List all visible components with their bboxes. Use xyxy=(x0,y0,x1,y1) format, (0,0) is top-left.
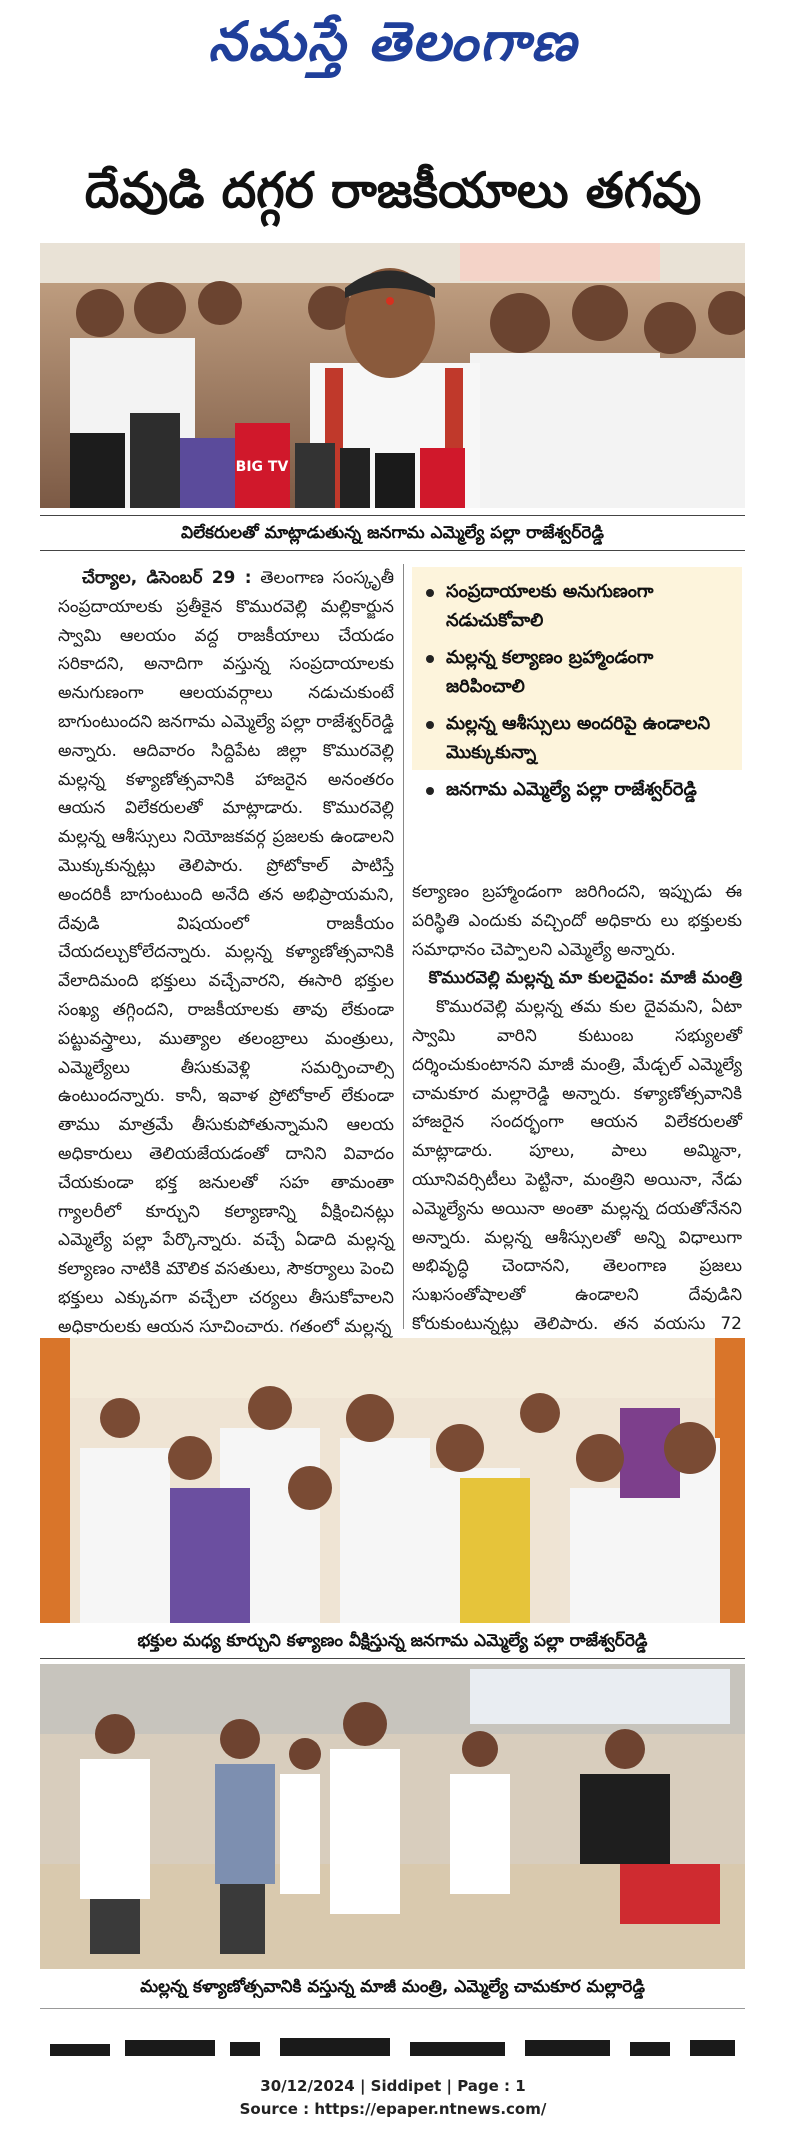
highlights-box xyxy=(412,567,742,800)
article-left-column xyxy=(58,564,394,1342)
bullet-icon xyxy=(426,655,434,663)
bullet-icon xyxy=(426,787,434,795)
footer-date-edition: 30/12/2024 | Siddipet | Page : 1 xyxy=(260,2077,526,2095)
highlight-item xyxy=(426,643,732,701)
footer-source-link[interactable]: Source : https://epaper.ntnews.com/ xyxy=(239,2100,547,2118)
highlight-item xyxy=(426,709,732,767)
highlights-list xyxy=(412,567,742,804)
highlight-text: మల్లన్న ఆశీస్సులు అందరిపై ఉండాలని మొక్కుకున్నా xyxy=(446,713,711,763)
highlight-text: సంప్రదాయాలకు అనుగుణంగా నడుచుకోవాలి xyxy=(446,581,654,631)
caption-rule xyxy=(40,2008,745,2009)
middle-photo-caption: భక్తుల మధ్య కూర్చుని కళ్యాణం వీక్షిస్తున్న జనగామ ఎమ్మెల్యే పల్లా రాజేశ్వర్‌రెడ్డి xyxy=(137,1631,648,1651)
article-left-text: తెలంగాణ సంస్కృతీ సంప్రదాయాలకు ప్రతీకైన కొమురవెల్లి మల్లికార్జున స్వామి ఆలయం వద్ద రాజకీయాలు చేయడం సరికాదని, అనాదిగా వస్తున్న సంప్రదాయాలకు అనుగుణంగా ఆలయవర్గాలు నడుచుకుంటే బాగుంటుందని జనగామ ఎమ్మెల్యే పల్లా రాజేశ్వర్‌రెడ్డి అన్నారు. ఆదివారం సిద్దిపేట జిల్లా కొమురవెల్లి మల్లన్న కళ్యాణోత్సవానికి హాజరైన అనంతరం ఆయన విలేకరులతో మాట్లాడారు. కొమురవెల్లి మల్లన్న ఆశీస్సులు నియోజకవర్గ ప్రజలకు ఉండాలని మొక్కుకున్నట్లు తెలిపారు. ప్రోటోకాల్ పాటిస్తే అందరికీ బాగుంటుంది అనేది తన అభిప్రాయమని, దేవుడి విషయంలో రాజకీయం చేయదల్చుకోలేదన్నారు. మల్లన్న కళ్యాణోత్సవానికి వేలాదిమంది భక్తులు వచ్చేవారని, ఈసారి భక్తుల సంఖ్య తగ్గిందని, రాజకీయాలకు తావు లేకుండా పట్టువస్త్రాలు, ముత్యాల తలంబ్రాలు మంత్రులు, ఎమ్మెల్యేలు తీసుకువెళ్లి సమర్పించాల్సి ఉంటుందన్నారు. కానీ, ఇవాళ ప్రోటోకాల్ లేకుండా తాము మాత్రమే తీసుకుపోతున్నామని ఆలయ అధికారులు తెలియజేయడంతో దానిని వివాదం చేయకుండా భక్త జనులతో సహ తామంతా గ్యాలరీలో కూర్చుని కల్యాణాన్ని వీక్షించినట్లు ఎమ్మెల్యే పల్లా పేర్కొన్నారు. వచ్చే ఏడాది మల్లన్న కల్యాణం నాటికి మౌలిక వసతులు, సౌకర్యాలు పెంచి భక్తులు ఎక్కువగా వచ్చేలా చర్యలు తీసుకోవాలని అధికారులకు ఆయన సూచించారు. గతంలో మల్లన్న xyxy=(58,568,394,1337)
bullet-icon xyxy=(426,589,434,597)
article-headline: దేవుడి దగ్గర రాజకీయాలు తగవు xyxy=(84,162,702,219)
highlight-text: జనగామ ఎమ్మెల్యే పల్లా రాజేశ్వర్‌రెడ్డి xyxy=(446,779,697,800)
column-divider xyxy=(403,564,404,1329)
article-body-right-2: కొమురవెల్లి మల్లన్న తమ కుల దైవమని, ఏటా స్వామి వారిని కుటుంబ సభ్యులతో దర్శించుకుంటానని మాజీ మంత్రి, మేడ్చల్ ఎమ్మెల్యే చామకూర మల్లారెడ్డి అన్నారు. కళ్యాణోత్సవానికి హాజరైన సందర్భంగా ఆయన విలేకరులతో మాట్లాడారు. పూలు, పాలు అమ్మినా, యూనివర్సిటీలు పెట్టినా, మంత్రిని అయినా, నేడు ఎమ్మెల్యేను అయినా అంతా మల్లన్న దయతోనేనని అన్నారు. మల్లన్న ఆశీస్సులతో అన్ని విధాలుగా అభివృద్ధి చెందానని, తెలంగాణ ప్రజలు సుఖసంతోషాలతో ఉండాలని దేవుడిని కోరుకుంటున్నట్లు తెలిపారు. తన వయసు 72 xyxy=(412,997,742,1334)
mic-logo-label: BIG TV xyxy=(235,459,289,475)
top-photo-caption: విలేకరులతో మాట్లాడుతున్న జనగామ ఎమ్మెల్యే పల్లా రాజేశ్వర్‌రెడ్డి xyxy=(181,523,604,543)
article-body-left xyxy=(58,564,394,1342)
bottom-photo-caption: మల్లన్న కళ్యాణోత్సవానికి వస్తున్న మాజీ మంత్రి, ఎమ్మెల్యే చామకూర మల్లారెడ్డి xyxy=(140,1977,645,1997)
masthead xyxy=(0,6,786,76)
article-subhead: కొమురవెల్లి మల్లన్న మా కులదైవం: మాజీ మంత్రి xyxy=(428,968,742,989)
caption-rule xyxy=(40,550,745,551)
highlight-item xyxy=(426,577,732,635)
caption-rule xyxy=(40,1658,745,1659)
newspaper-logo: నమస్తే తెలంగాణ xyxy=(208,9,578,73)
caption-rule xyxy=(40,515,745,516)
middle-photo xyxy=(40,1338,745,1623)
bullet-icon xyxy=(426,721,434,729)
highlight-item xyxy=(426,775,732,804)
bottom-photo xyxy=(40,1664,745,1969)
article-dateline: చేర్యాల, డిసెంబర్ 29 : xyxy=(82,568,252,588)
article-body-right-1: కల్యాణం బ్రహ్మాండంగా జరిగిందని, ఇప్పుడు ఈ పరిస్థితి ఎందుకు వచ్చిందో అధికారు లు భక్తులకు సమాధానం చెప్పాలని ఎమ్మెల్యే అన్నారు. xyxy=(412,882,742,960)
highlight-text: మల్లన్న కల్యాణం బ్రహ్మాండంగా జరిపించాలి xyxy=(446,647,654,697)
next-headline-cutoff xyxy=(50,2030,740,2056)
top-photo xyxy=(40,243,745,508)
